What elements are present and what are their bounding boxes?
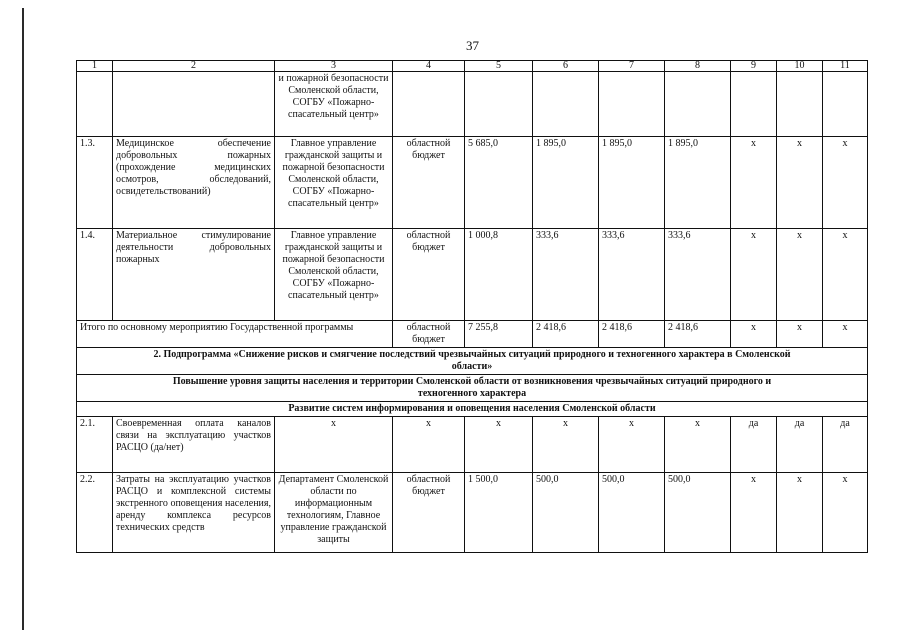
amount-year-1: 500,0	[533, 473, 599, 553]
amount-year-2: 1 895,0	[599, 137, 665, 229]
col-header: 4	[393, 61, 465, 72]
col-header: 9	[731, 61, 777, 72]
row-number: 1.4.	[77, 229, 113, 321]
funding-source: областной бюджет	[393, 137, 465, 229]
amount-year-1: 2 418,6	[533, 321, 599, 348]
budget-table	[76, 60, 868, 553]
amount-total: х	[465, 417, 533, 473]
scan-edge-line	[22, 8, 24, 630]
indicator-9: х	[731, 473, 777, 553]
executor-cell: Главное управление гражданской защиты и пожарной безопасности Смоленской области, СОГБУ «Пожарно-спасательный центр»	[275, 137, 393, 229]
col-header: 8	[665, 61, 731, 72]
table-row-continuation	[77, 72, 868, 137]
funding-source: областной бюджет	[393, 473, 465, 553]
col-header: 2	[113, 61, 275, 72]
executor-cell: и пожарной безопасности Смоленской области, СОГБУ «Пожарно-спасательный центр»	[275, 72, 393, 137]
indicator-11: х	[823, 321, 868, 348]
indicator-10: х	[777, 321, 823, 348]
indicator-11: х	[823, 137, 868, 229]
amount-year-2: х	[599, 417, 665, 473]
indicator-10: х	[777, 473, 823, 553]
indicator-9: х	[731, 137, 777, 229]
amount-year-2: 500,0	[599, 473, 665, 553]
funding-source: областной бюджет	[393, 229, 465, 321]
section-row-subprogram	[77, 348, 868, 375]
executor-cell: х	[275, 417, 393, 473]
indicator-10: х	[777, 137, 823, 229]
indicator-11: х	[823, 473, 868, 553]
executor-cell: Главное управление гражданской защиты и пожарной безопасности Смоленской области, СОГБУ «Пожарно-спасательный центр»	[275, 229, 393, 321]
executor-cell: Департамент Смоленской области по информационным технологиям, Главное управление гражданской защиты	[275, 473, 393, 553]
subprogram-heading: 2. Подпрограмма «Снижение рисков и смягчение последствий чрезвычайных ситуаций природного и техногенного характера в Смоленской области»	[77, 348, 868, 375]
measure-name: Затраты на эксплуатацию участков РАСЦО и комплексной системы экстренного оповещения населения, аренду комплекса ресурсов технических средств	[113, 473, 275, 553]
total-label: Итого по основному мероприятию Государственной программы	[77, 321, 393, 348]
funding-source: областной бюджет	[393, 321, 465, 348]
indicator-9: да	[731, 417, 777, 473]
table-row-total	[77, 321, 868, 348]
col-header: 11	[823, 61, 868, 72]
col-header: 1	[77, 61, 113, 72]
amount-total: 1 000,8	[465, 229, 533, 321]
measure-name: Своевременная оплата каналов связи на эксплуатацию участков РАСЦО (да/нет)	[113, 417, 275, 473]
section-row-goal	[77, 375, 868, 402]
amount-total: 7 255,8	[465, 321, 533, 348]
col-header: 7	[599, 61, 665, 72]
indicator-11: да	[823, 417, 868, 473]
amount-total: 5 685,0	[465, 137, 533, 229]
amount-year-3: 2 418,6	[665, 321, 731, 348]
measure-name: Материальное стимулирование деятельности добровольных пожарных	[113, 229, 275, 321]
amount-total: 1 500,0	[465, 473, 533, 553]
amount-year-3: 333,6	[665, 229, 731, 321]
funding-source: х	[393, 417, 465, 473]
amount-year-1: 1 895,0	[533, 137, 599, 229]
col-header: 6	[533, 61, 599, 72]
indicator-11: х	[823, 229, 868, 321]
indicator-10: х	[777, 229, 823, 321]
indicator-9: х	[731, 321, 777, 348]
measure-name: Медицинское обеспечение добровольных пожарных (прохождение медицинских осмотров, обследований, освидетельствований)	[113, 137, 275, 229]
amount-year-2: 333,6	[599, 229, 665, 321]
indicator-10: да	[777, 417, 823, 473]
indicator-9: х	[731, 229, 777, 321]
row-number: 2.1.	[77, 417, 113, 473]
row-number: 1.3.	[77, 137, 113, 229]
col-header: 5	[465, 61, 533, 72]
column-number-row	[77, 61, 868, 72]
amount-year-2: 2 418,6	[599, 321, 665, 348]
amount-year-1: 333,6	[533, 229, 599, 321]
table-row-2-2	[77, 473, 868, 553]
amount-year-3: 1 895,0	[665, 137, 731, 229]
col-header: 3	[275, 61, 393, 72]
amount-year-3: 500,0	[665, 473, 731, 553]
table-row-2-1	[77, 417, 868, 473]
row-number: 2.2.	[77, 473, 113, 553]
col-header: 10	[777, 61, 823, 72]
goal-heading: Повышение уровня защиты населения и территории Смоленской области от возникновения чрезвычайных ситуаций природного и техногенного характера	[77, 375, 868, 402]
amount-year-1: х	[533, 417, 599, 473]
task-heading: Развитие систем информирования и оповещения населения Смоленской области	[77, 402, 868, 417]
section-row-task	[77, 402, 868, 417]
table-row-1-4	[77, 229, 868, 321]
table-row-1-3	[77, 137, 868, 229]
page-number: 37	[466, 38, 479, 53]
amount-year-3: х	[665, 417, 731, 473]
